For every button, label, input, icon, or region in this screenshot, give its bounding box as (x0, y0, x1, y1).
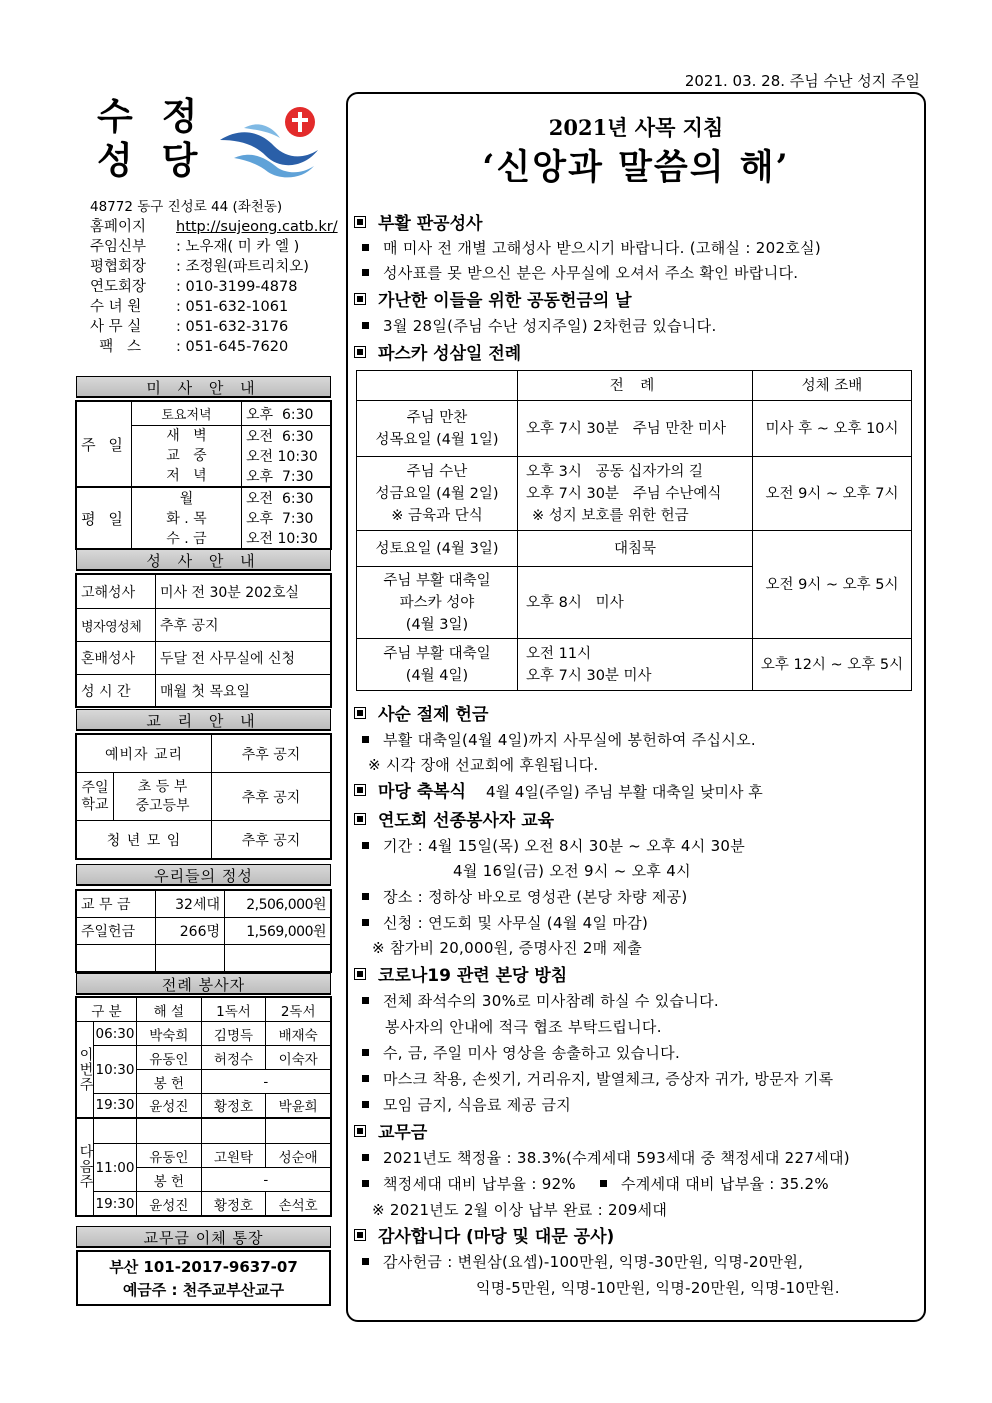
reader2: 손석호 (266, 1192, 331, 1216)
sunday-mass-names (132, 426, 242, 488)
section-yard-blessing (354, 780, 763, 804)
line-text: 수, 금, 주일 미사 영상을 송출하고 있습니다. (383, 1044, 681, 1062)
address: 48772 동구 진성로 44 (좌천동) (90, 199, 283, 215)
section-title: 마당 축복식 (378, 782, 467, 802)
text-line (362, 1041, 680, 1066)
day-name: 주님 만찬 (406, 409, 468, 426)
contact-info (90, 197, 340, 357)
line-text: 모임 금지, 식음료 제공 금지 (383, 1096, 572, 1114)
mass-time: 오전 6:30 (242, 426, 331, 447)
mass-time: 06:30 (94, 1022, 137, 1046)
square-bullet-icon (354, 216, 366, 228)
mass-time: 19:30 (94, 1192, 137, 1216)
text-line (362, 1067, 833, 1092)
bank-account: 부산 101-2017-9637-07 (109, 1258, 298, 1276)
contact-row-office (90, 317, 340, 337)
day-name: 파스카 성야 (399, 594, 475, 611)
offering-table (76, 890, 331, 972)
offering-amount: 2,506,000원 (225, 891, 331, 918)
section-title: 사순 절제 헌금 (378, 705, 489, 725)
this-week-label: 이번주 (77, 1022, 94, 1118)
mass-schedule-table (76, 401, 331, 549)
mass-name: 화 . 목 (132, 508, 242, 528)
text-line: 4월 16일(금) 오전 9시 ~ 오후 4시 (453, 862, 691, 880)
mass-time: 10:30 (94, 1046, 137, 1094)
header-liturgy: 전 례 (518, 371, 753, 401)
section-title: 감사합니다 (마당 및 대문 공사) (378, 1227, 615, 1247)
contact-row-council (90, 257, 340, 277)
empty-cell (266, 1118, 331, 1144)
contact-value: : 051-645-7620 (176, 339, 289, 355)
sacrament-table (76, 574, 331, 707)
text-line (362, 236, 821, 261)
commentator: 유동인 (137, 1144, 202, 1168)
day-name: 주님 부활 대축일 (383, 572, 491, 589)
day-cell (357, 401, 518, 457)
highschool-label: 중고등부 (135, 797, 190, 814)
line-text: 책정세대 대비 납부율 : 92% (383, 1175, 576, 1193)
sacrament-value: 미사 전 30분 202호실 (156, 575, 331, 609)
text-line (362, 314, 717, 339)
contact-label: 수 녀 원 (90, 299, 142, 315)
parish-logo-icon (214, 100, 324, 180)
servers-table (76, 997, 331, 1216)
bullet-icon (362, 1101, 369, 1108)
mass-time: 오전 6:30 (242, 487, 331, 508)
text-line: 봉사자의 안내에 적극 협조 부탁드립니다. (385, 1018, 662, 1036)
text-line (362, 728, 756, 753)
day-cell (357, 567, 518, 639)
text-line: 익명-5만원, 익명-10만원, 익명-20만원, 익명-10만원. (476, 1279, 840, 1297)
reader1: 황정호 (201, 1094, 266, 1118)
section-triduum (354, 342, 521, 366)
bulletin-date: 2021. 03. 28. 주님 수난 성지 주일 (684, 72, 920, 90)
square-bullet-icon (354, 707, 366, 719)
text-line: ※ 시각 장애 선교회에 후원됩니다. (368, 756, 599, 774)
section-title: 교무금 (378, 1123, 428, 1143)
servers-header: 1독서 (201, 998, 266, 1022)
liturgy-cell: 대침묵 (518, 531, 753, 567)
text-line (362, 885, 688, 910)
bullet-icon (362, 919, 369, 926)
text-line: ※ 참가비 20,000원, 증명사진 2매 제출 (372, 939, 643, 957)
liturgy-line: 오후 7시 30분 미사 (526, 667, 652, 684)
empty-cell (77, 945, 156, 972)
contact-value: : 노우재( 미 카 엘 ) (176, 239, 300, 255)
section-thanks (354, 1225, 614, 1249)
bullet-icon (600, 1180, 607, 1187)
parish-name (97, 94, 205, 182)
line-text: 신청 : 연도회 및 사무실 (4월 4일 마감) (383, 914, 649, 932)
sunday-label: 주 일 (77, 402, 132, 488)
section-easter-confession (354, 212, 482, 236)
mass-name: 토요저녁 (132, 402, 242, 426)
line-text: 기간 : 4월 15일(목) 오전 8시 30분 ~ 오후 4시 30분 (383, 837, 746, 855)
adoration-cell: 미사 후 ~ 오후 10시 (753, 401, 912, 457)
bullet-icon (362, 1049, 369, 1056)
reader2: 이숙자 (266, 1046, 331, 1070)
parish-name-line1: 수 정 (97, 94, 206, 138)
mass-time: 19:30 (94, 1094, 137, 1118)
day-date: 성금요일 (4월 2일) (375, 485, 499, 502)
mass-time: 오후 7:30 (242, 466, 331, 487)
contact-row-convent (90, 297, 340, 317)
empty-cell (357, 371, 518, 401)
square-bullet-icon (354, 784, 366, 796)
contact-row-yeondo (90, 277, 340, 297)
liturgy-line: 오후 3시 공동 십자가의 길 (526, 463, 703, 480)
line-text: 감사헌금 : 변원삼(요셉)-100만원, 익명-30만원, 익명-20만원, (383, 1253, 804, 1271)
homepage-link[interactable]: http://sujeong.catb.kr/ (176, 219, 338, 235)
reader2: 배재숙 (266, 1022, 331, 1046)
sunday-school-groups (114, 773, 212, 821)
pastoral-subtitle: 2021년 사목 지침 (548, 115, 724, 140)
bullet-icon (362, 842, 369, 849)
square-bullet-icon (354, 968, 366, 980)
line-text: 장소 : 정하상 바오로 영성관 (본당 차량 제공) (383, 888, 688, 906)
line-text: 성사표를 못 받으신 분은 사무실에 오셔서 주소 확인 바랍니다. (383, 264, 799, 282)
servers-header: 2독서 (266, 998, 331, 1022)
contact-value: : 010-3199-4878 (176, 279, 298, 295)
contact-row-pastor (90, 237, 340, 257)
contact-label: 연도회장 (90, 279, 147, 295)
section-title: 파스카 성삼일 전례 (378, 344, 522, 364)
catechism-value: 추후 공지 (212, 773, 331, 821)
square-bullet-icon (354, 1229, 366, 1241)
text-line (362, 911, 648, 936)
square-bullet-icon (354, 293, 366, 305)
bank-box (76, 1250, 331, 1306)
bullet-icon (362, 1154, 369, 1161)
day-name: 주님 수난 (406, 463, 468, 480)
line-text: 부활 대축일(4월 4일)까지 사무실에 봉헌하여 주십시오. (383, 731, 756, 749)
text-line (362, 1146, 850, 1171)
sacrament-value: 추후 공지 (156, 609, 331, 642)
section-title: 연도회 선종봉사자 교육 (378, 811, 555, 831)
mass-name: 새 벽 (166, 428, 207, 444)
square-bullet-icon (354, 346, 366, 358)
offering-title: 우리들의 정성 (76, 864, 331, 886)
mass-time: 오전 10:30 (242, 528, 331, 549)
section-dues (354, 1121, 427, 1145)
mass-time: 오후 6:30 (242, 402, 331, 426)
liturgy-line: 오전 11시 (526, 645, 592, 662)
header-adoration: 성체 조배 (753, 371, 912, 401)
section-covid-policy (354, 964, 567, 988)
sacrament-label: 혼배성사 (77, 642, 156, 675)
text-line (362, 834, 745, 859)
bank-holder: 예금주 : 천주교부산교구 (122, 1281, 285, 1299)
bullet-icon (362, 736, 369, 743)
text-line (362, 1250, 803, 1275)
liturgy-cell: 오후 7시 30분 주님 만찬 미사 (518, 401, 753, 457)
catechism-label: 예비자 교리 (77, 735, 212, 773)
commentator: 윤성진 (137, 1192, 202, 1216)
empty-cell (201, 1118, 266, 1144)
offertory-label: 봉 헌 (137, 1070, 202, 1094)
offertory-value: - (201, 1168, 330, 1192)
section-title: 부활 판공성사 (378, 214, 483, 234)
catechism-value: 추후 공지 (212, 735, 331, 773)
empty-cell (156, 945, 225, 972)
contact-label: 주임신부 (90, 239, 147, 255)
reader1: 김명득 (201, 1022, 266, 1046)
contact-value: : 051-632-3176 (176, 319, 289, 335)
offering-label: 주일헌금 (77, 918, 156, 945)
liturgy-note: ※ 성지 보호를 위한 헌금 (532, 507, 689, 524)
catechism-table (76, 734, 331, 859)
square-bullet-icon (354, 813, 366, 825)
day-cell: 성토요일 (4월 3일) (357, 531, 518, 567)
sacrament-value: 두달 전 사무실에 신청 (156, 642, 331, 675)
commentator: 유동인 (137, 1046, 202, 1070)
section-poor-collection (354, 289, 632, 313)
reader1: 고원탁 (201, 1144, 266, 1168)
next-week-label: 다음주 (77, 1118, 94, 1216)
triduum-table (356, 370, 912, 691)
pastoral-title: ‘신앙과 말씀의 해’ (482, 147, 790, 188)
bullet-icon (362, 1180, 369, 1187)
contact-value: : 051-632-1061 (176, 299, 289, 315)
text-line (362, 1172, 829, 1197)
servers-title: 전례 봉사자 (76, 973, 331, 995)
offering-count: 32세대 (156, 891, 225, 918)
offering-count: 266명 (156, 918, 225, 945)
empty-cell (94, 1118, 137, 1144)
catechism-value: 추후 공지 (212, 821, 331, 859)
parish-name-line2: 성 당 (97, 138, 206, 182)
day-date: (4월 4일) (405, 667, 469, 684)
mass-time: 오후 7:30 (242, 508, 331, 528)
offertory-value: - (201, 1070, 330, 1094)
mass-name: 교 중 (166, 448, 207, 464)
reader2: 성순애 (266, 1144, 331, 1168)
servers-header: 구 분 (77, 998, 137, 1022)
day-note: ※ 금육과 단식 (391, 507, 483, 524)
bullet-icon (362, 322, 369, 329)
liturgy-cell (518, 639, 753, 691)
day-cell (357, 457, 518, 531)
line-text: 3월 28일(주님 수난 성지주일) 2차헌금 있습니다. (383, 317, 717, 335)
bank-title: 교무금 이체 통장 (76, 1226, 331, 1248)
contact-row-fax (90, 337, 340, 357)
catechism-label: 청 년 모 임 (77, 821, 212, 859)
liturgy-cell: 오후 8시 미사 (518, 567, 753, 639)
line-text: 전체 좌석수의 30%로 미사참례 하실 수 있습니다. (383, 992, 719, 1010)
section-note: 4월 4일(주일) 주님 부활 대축일 낮미사 후 (486, 783, 763, 801)
contact-label: 평협회장 (90, 259, 147, 275)
line-text: 매 미사 전 개별 고해성사 받으시기 바랍니다. (고해실 : 202호실) (383, 239, 822, 257)
sacrament-value: 매월 첫 목요일 (156, 675, 331, 707)
square-bullet-icon (354, 1125, 366, 1137)
reader2: 박윤희 (266, 1094, 331, 1118)
section-title: 코로나19 관련 본당 방침 (378, 966, 568, 986)
empty-cell (137, 1118, 202, 1144)
section-lent-offering (354, 703, 488, 727)
offertory-label: 봉 헌 (137, 1168, 202, 1192)
text-line: ※ 2021년도 2월 이상 납부 완료 : 209세대 (372, 1201, 668, 1219)
bullet-icon (362, 269, 369, 276)
mass-name: 수 . 금 (132, 528, 242, 549)
offering-amount: 1,569,000원 (225, 918, 331, 945)
day-name: 주님 부활 대축일 (383, 645, 491, 662)
adoration-cell: 오전 9시 ~ 오후 7시 (753, 457, 912, 531)
bullet-icon (362, 997, 369, 1004)
line-text: 마스크 착용, 손씻기, 거리유지, 발열체크, 증상자 귀가, 방문자 기록 (383, 1070, 834, 1088)
liturgy-line: 오후 7시 30분 주님 수난예식 (526, 485, 722, 502)
elementary-label: 초 등 부 (137, 778, 188, 795)
section-funeral-training (354, 809, 554, 833)
adoration-cell: 오후 12시 ~ 오후 5시 (753, 639, 912, 691)
contact-label: 사 무 실 (90, 319, 142, 335)
sacrament-label: 고해성사 (77, 575, 156, 609)
sacrament-label: 병자영성체 (77, 609, 156, 642)
bullet-icon (362, 244, 369, 251)
liturgy-cell (518, 457, 753, 531)
line-text: 수계세대 대비 납부율 : 35.2% (620, 1175, 829, 1193)
bullet-icon (362, 1075, 369, 1082)
catechism-title: 교 리 안 내 (76, 709, 331, 731)
line-text: 2021년도 책정율 : 38.3%(수계세대 593세대 중 책정세대 227세대) (383, 1149, 850, 1167)
sacrament-title: 성 사 안 내 (76, 549, 331, 571)
mass-schedule-title: 미 사 안 내 (76, 376, 331, 398)
mass-time: 11:00 (94, 1144, 137, 1192)
reader1: 허정수 (201, 1046, 266, 1070)
bullet-icon (362, 1258, 369, 1265)
commentator: 박숙희 (137, 1022, 202, 1046)
day-cell (357, 639, 518, 691)
mass-name: 저 녁 (166, 468, 207, 484)
text-line (362, 261, 798, 286)
empty-cell (225, 945, 331, 972)
commentator: 윤성진 (137, 1094, 202, 1118)
sacrament-label: 성 시 간 (77, 675, 156, 707)
weekday-label: 평 일 (77, 487, 132, 549)
adoration-cell: 오전 9시 ~ 오후 5시 (753, 531, 912, 639)
mass-name: 월 (132, 487, 242, 508)
contact-row-homepage (90, 217, 340, 237)
offering-label: 교 무 금 (77, 891, 156, 918)
servers-header: 해 설 (137, 998, 202, 1022)
sunday-school-label: 주일 학교 (77, 773, 114, 821)
text-line (362, 989, 719, 1014)
contact-label: 홈페이지 (90, 219, 147, 235)
section-title: 가난한 이들을 위한 공동헌금의 날 (378, 291, 632, 311)
day-date: (4월 3일) (405, 616, 469, 633)
text-line (362, 1093, 571, 1118)
day-date: 성목요일 (4월 1일) (375, 431, 499, 448)
contact-label: 팩 스 (90, 339, 142, 355)
bullet-icon (362, 893, 369, 900)
contact-value: : 조정원(파트리치오) (176, 259, 309, 275)
reader1: 황정호 (201, 1192, 266, 1216)
mass-time: 오전 10:30 (242, 446, 331, 466)
